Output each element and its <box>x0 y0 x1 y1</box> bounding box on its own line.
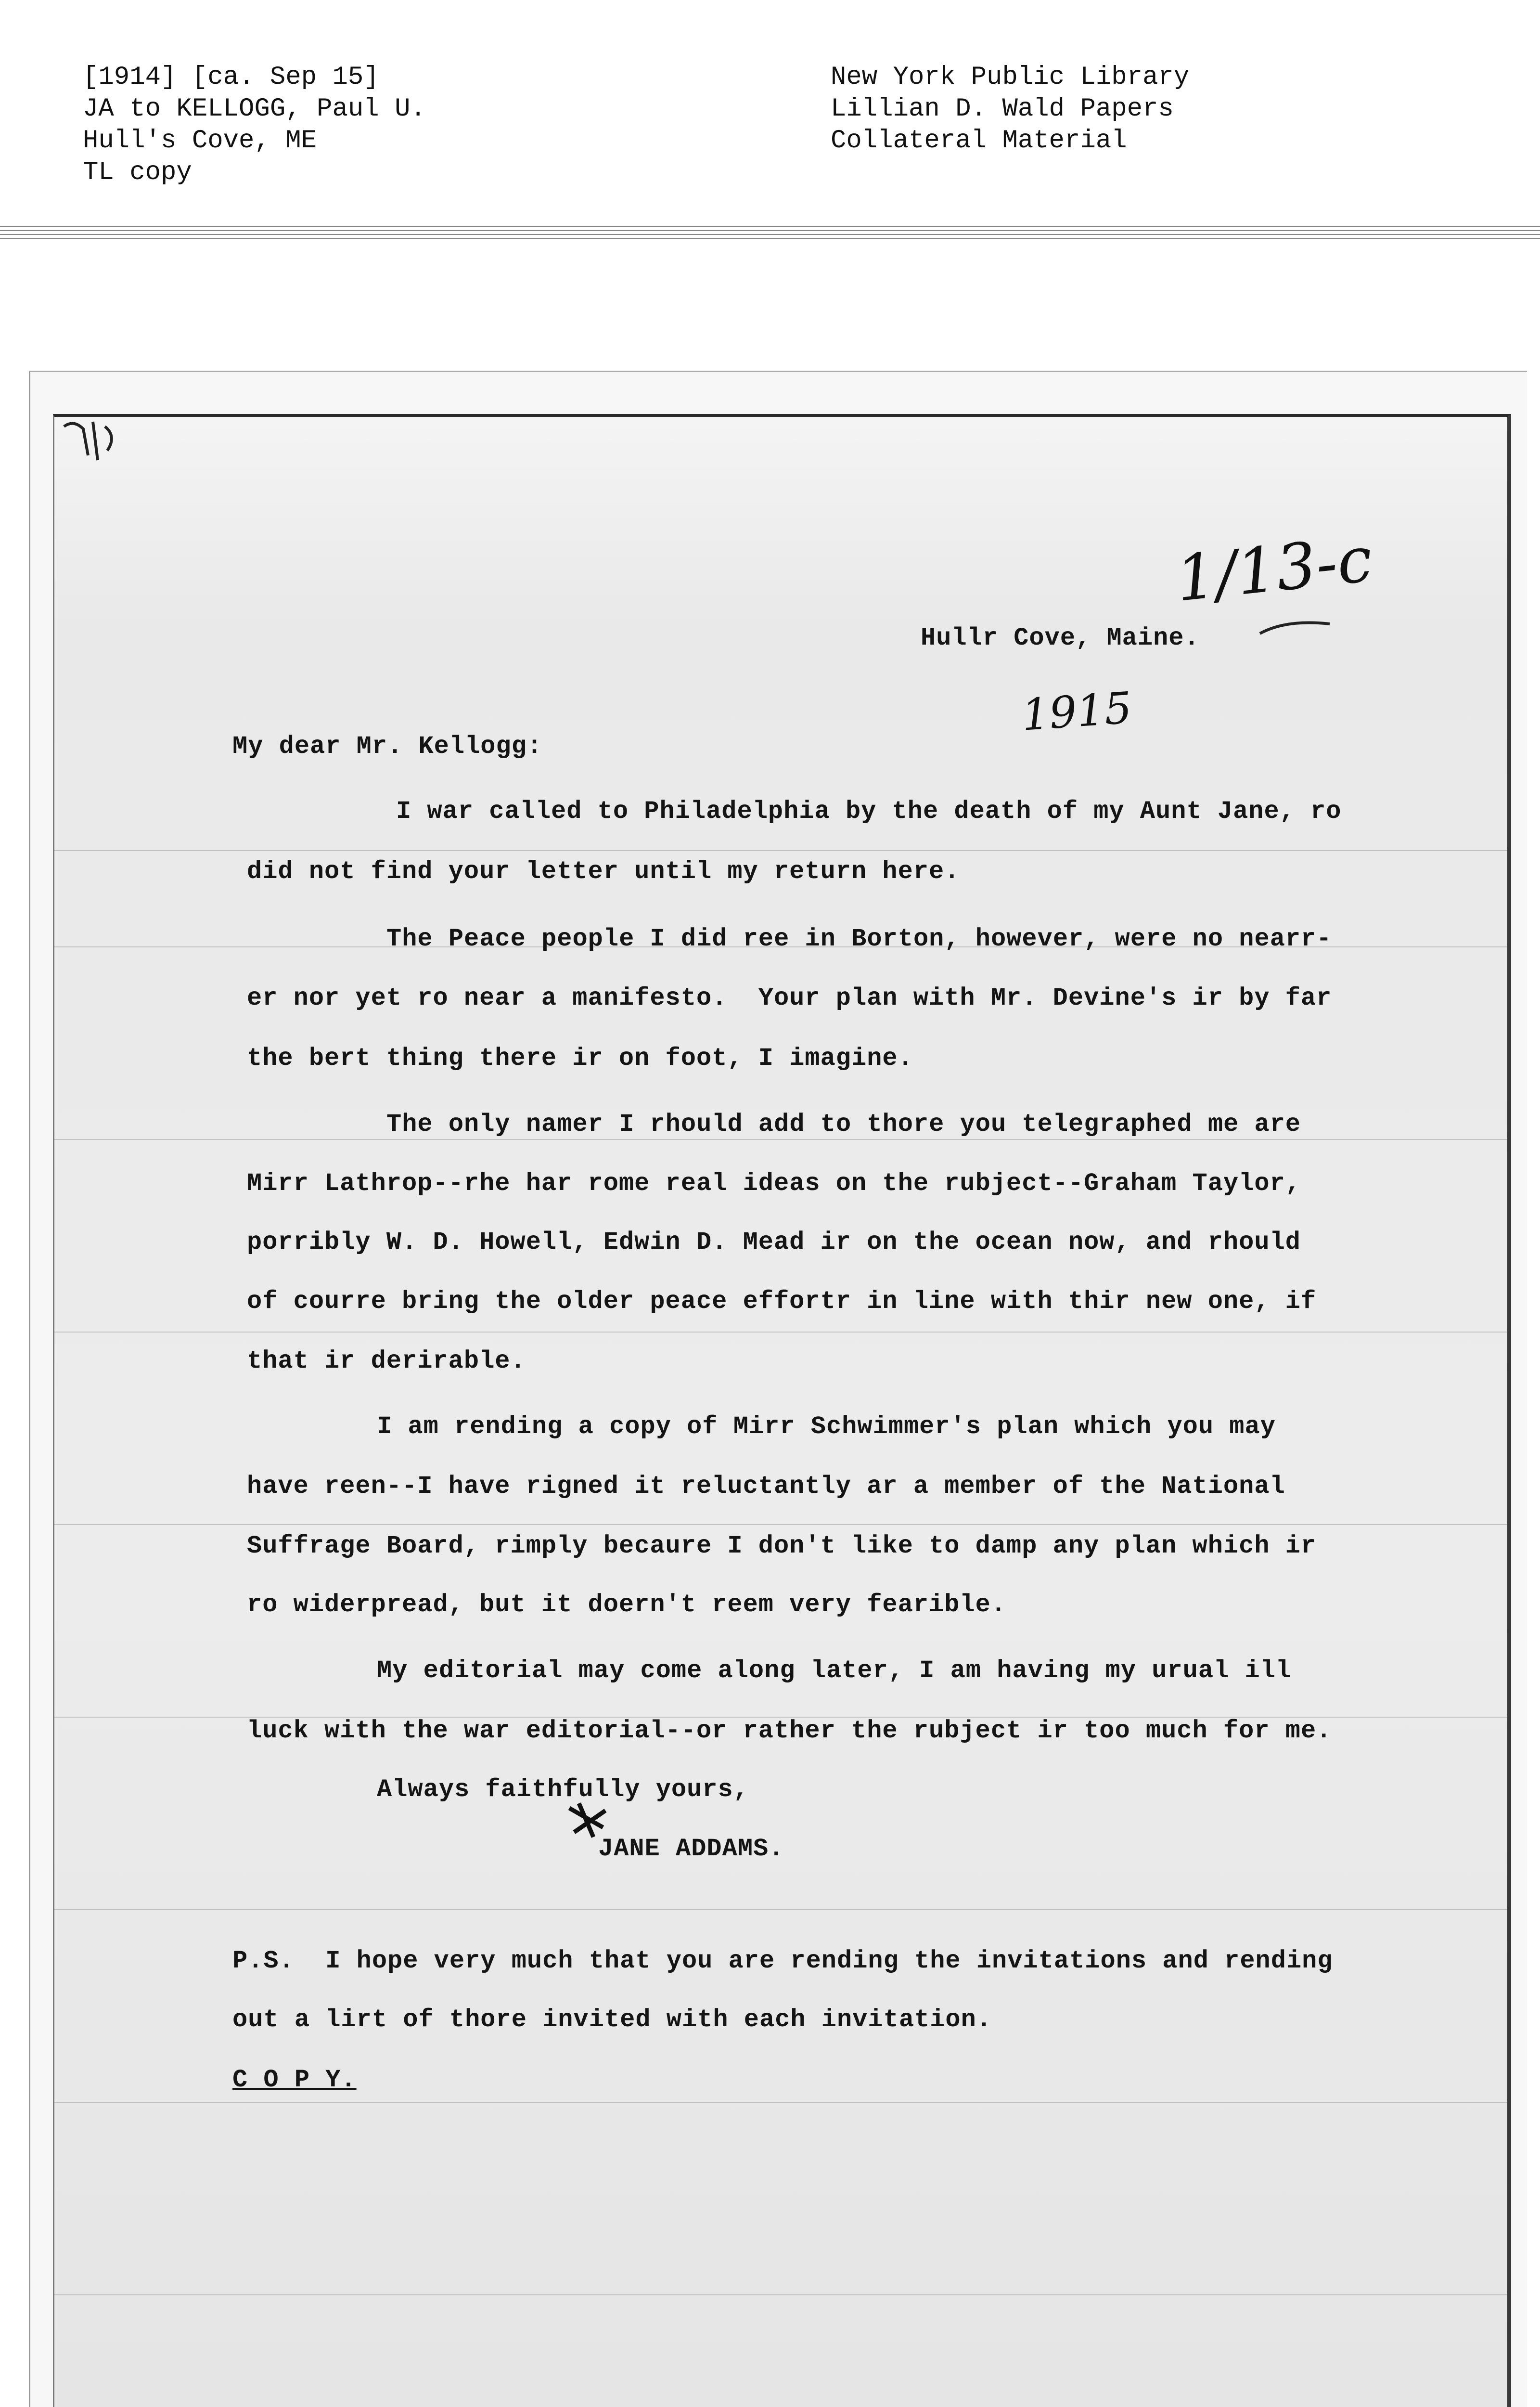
citation-line: JA to KELLOGG, Paul U. <box>83 94 426 124</box>
citation-block <box>83 62 426 189</box>
body-line: er nor yet ro near a manifesto. Your plan with Mr. Devine's ir by far <box>247 984 1332 1012</box>
handwritten-mark: 1/13-c <box>1172 522 1376 616</box>
body-line: luck with the war editorial--or rather the rubject ir too much for me. <box>247 1717 1332 1745</box>
body-line: I war called to Philadelphia by the death of my Aunt Jane, ro <box>396 797 1342 826</box>
body-line: My editorial may come along later, I am having my urual ill <box>377 1656 1292 1685</box>
body-line: Mirr Lathrop--rhe har rome real ideas on the rubject--Graham Taylor, <box>247 1169 1301 1198</box>
body-line: that ir derirable. <box>247 1347 526 1375</box>
body-line: The Peace people I did ree in Borton, however, were no nearr- <box>386 925 1332 953</box>
citation-line: TL copy <box>83 158 192 187</box>
closing-line: Always faithfully yours, <box>377 1775 749 1804</box>
postscript-line: out a lirt of thore invited with each invitation. <box>232 2006 992 2034</box>
body-line: ro widerpread, but it doern't reem very fearible. <box>247 1591 1007 1619</box>
body-line: Suffrage Board, rimply becaure I don't like to damp any plan which ir <box>247 1532 1317 1560</box>
header-divider <box>0 226 1540 250</box>
letter-page <box>53 414 1511 2407</box>
salutation: My dear Mr. Kellogg: <box>232 732 543 761</box>
body-line: porribly W. D. Howell, Edwin D. Mead ir on the ocean now, and rhould <box>247 1228 1301 1256</box>
corner-mark-icon <box>59 417 127 475</box>
citation-line: [1914] [ca. Sep 15] <box>83 63 379 92</box>
citation-line: Hull's Cove, ME <box>83 126 317 155</box>
body-line: the bert thing there ir on foot, I imagine. <box>247 1044 913 1073</box>
archive-header <box>0 0 1540 231</box>
handwritten-year: 1915 <box>1020 683 1134 741</box>
repository-line: Collateral Material <box>831 126 1127 155</box>
body-line: of courre bring the older peace effortr in line with thir new one, if <box>247 1287 1317 1316</box>
body-line: I am rending a copy of Mirr Schwimmer's plan which you may <box>377 1412 1276 1441</box>
body-line: The only namer I rhould add to thore you telegraphed me are <box>386 1110 1301 1139</box>
body-line: have reen--I have rigned it reluctantly ar a member of the National <box>247 1472 1285 1501</box>
body-line: did not find your letter until my return here. <box>247 857 960 886</box>
repository-block <box>831 62 1189 157</box>
underline-stroke-icon <box>1258 614 1335 643</box>
signature: JANE ADDAMS. <box>598 1835 784 1863</box>
repository-line: Lillian D. Wald Papers <box>831 94 1174 124</box>
copy-label: C O P Y. <box>232 2066 357 2094</box>
repository-line: New York Public Library <box>831 63 1190 92</box>
postscript-line: P.S. I hope very much that you are rending the invitations and rending <box>232 1947 1333 1975</box>
place-line: Hullr Cove, Maine. <box>921 624 1200 652</box>
